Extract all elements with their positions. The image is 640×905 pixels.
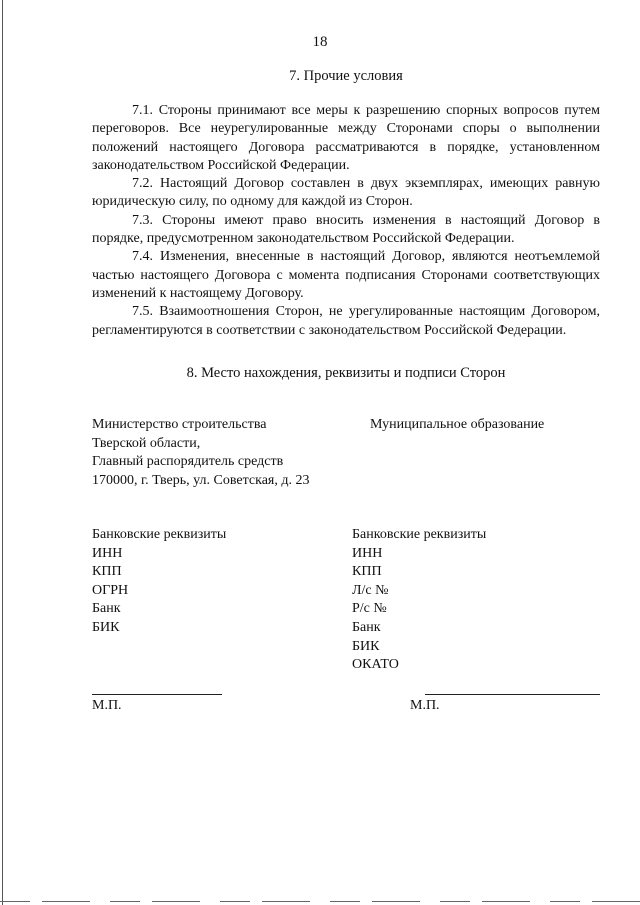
scan-edge-left bbox=[2, 0, 3, 905]
page-number: 18 bbox=[312, 34, 328, 50]
bank-details-right bbox=[352, 526, 486, 675]
bank-right-line: КПП bbox=[352, 564, 382, 580]
seal-placeholder-left: М.П. bbox=[92, 698, 122, 713]
party-left-line: Главный распорядитель средств bbox=[92, 454, 284, 470]
clause-7-4: 7.4. Изменения, внесенные в настоящий Договор, являются неотъемлемой частью настоящего Договора с момента подписания Сторонами соответствующих изменений к настоящему Договору. bbox=[92, 249, 600, 301]
bank-right-line: ОКАТО bbox=[352, 657, 399, 673]
seal-placeholder-right: М.П. bbox=[410, 698, 440, 713]
bank-left-line: Банковские реквизиты bbox=[92, 527, 227, 542]
bank-details-left bbox=[92, 526, 226, 638]
bank-left-line: ИНН bbox=[92, 545, 123, 561]
bank-right-line: Р/с № bbox=[352, 601, 387, 617]
clause-7-2: 7.2. Настоящий Договор составлен в двух экземплярах, имеющих равную юридическую силу, по одному для каждой из Сторон. bbox=[92, 176, 600, 210]
party-left-line: 170000, г. Тверь, ул. Советская, д. 23 bbox=[92, 472, 310, 488]
party-left-line: Тверской области, bbox=[92, 435, 201, 451]
bank-left-line: БИК bbox=[92, 619, 120, 635]
bank-right-line: ИНН bbox=[352, 545, 383, 561]
clause-7-1: 7.1. Стороны принимают все меры к разрешению спорных вопросов путем переговоров. Все неурегулированные между Сторонами споры о выполнении положений настоящего Договора рассматриваются в порядке, установленном законодательством Российской Федерации. bbox=[92, 103, 600, 173]
party-right-line: Муниципальное образование bbox=[370, 417, 545, 432]
signature-line-right bbox=[425, 694, 600, 695]
bank-right-line: Банк bbox=[352, 619, 381, 635]
clause-7-3: 7.3. Стороны имеют право вносить изменения в настоящий Договор в порядке, предусмотренном законодательством Российской Федерации. bbox=[92, 212, 600, 247]
bank-left-line: КПП bbox=[92, 564, 122, 580]
section-8-title: 8. Место нахождения, реквизиты и подписи Сторон bbox=[186, 365, 506, 381]
clause-7-5: 7.5. Взаимоотношения Сторон, не урегулированные настоящим Договором, регламентируются в соответствии с законодательством Российской Федерации. bbox=[92, 304, 600, 338]
party-left-address bbox=[92, 416, 309, 490]
bank-left-line: ОГРН bbox=[92, 582, 129, 598]
bank-right-line: Л/с № bbox=[352, 582, 389, 598]
section-7-title: 7. Прочие условия bbox=[289, 68, 403, 84]
bank-right-line: Банковские реквизиты bbox=[352, 527, 487, 542]
bank-left-line: Банк bbox=[92, 601, 121, 617]
party-left-line: Министерство строительства bbox=[92, 417, 267, 432]
scan-edge-bottom bbox=[0, 901, 640, 902]
party-right-address bbox=[370, 416, 544, 435]
section-7-body bbox=[92, 102, 600, 340]
signature-line-left bbox=[92, 694, 222, 695]
bank-right-line: БИК bbox=[352, 638, 380, 654]
